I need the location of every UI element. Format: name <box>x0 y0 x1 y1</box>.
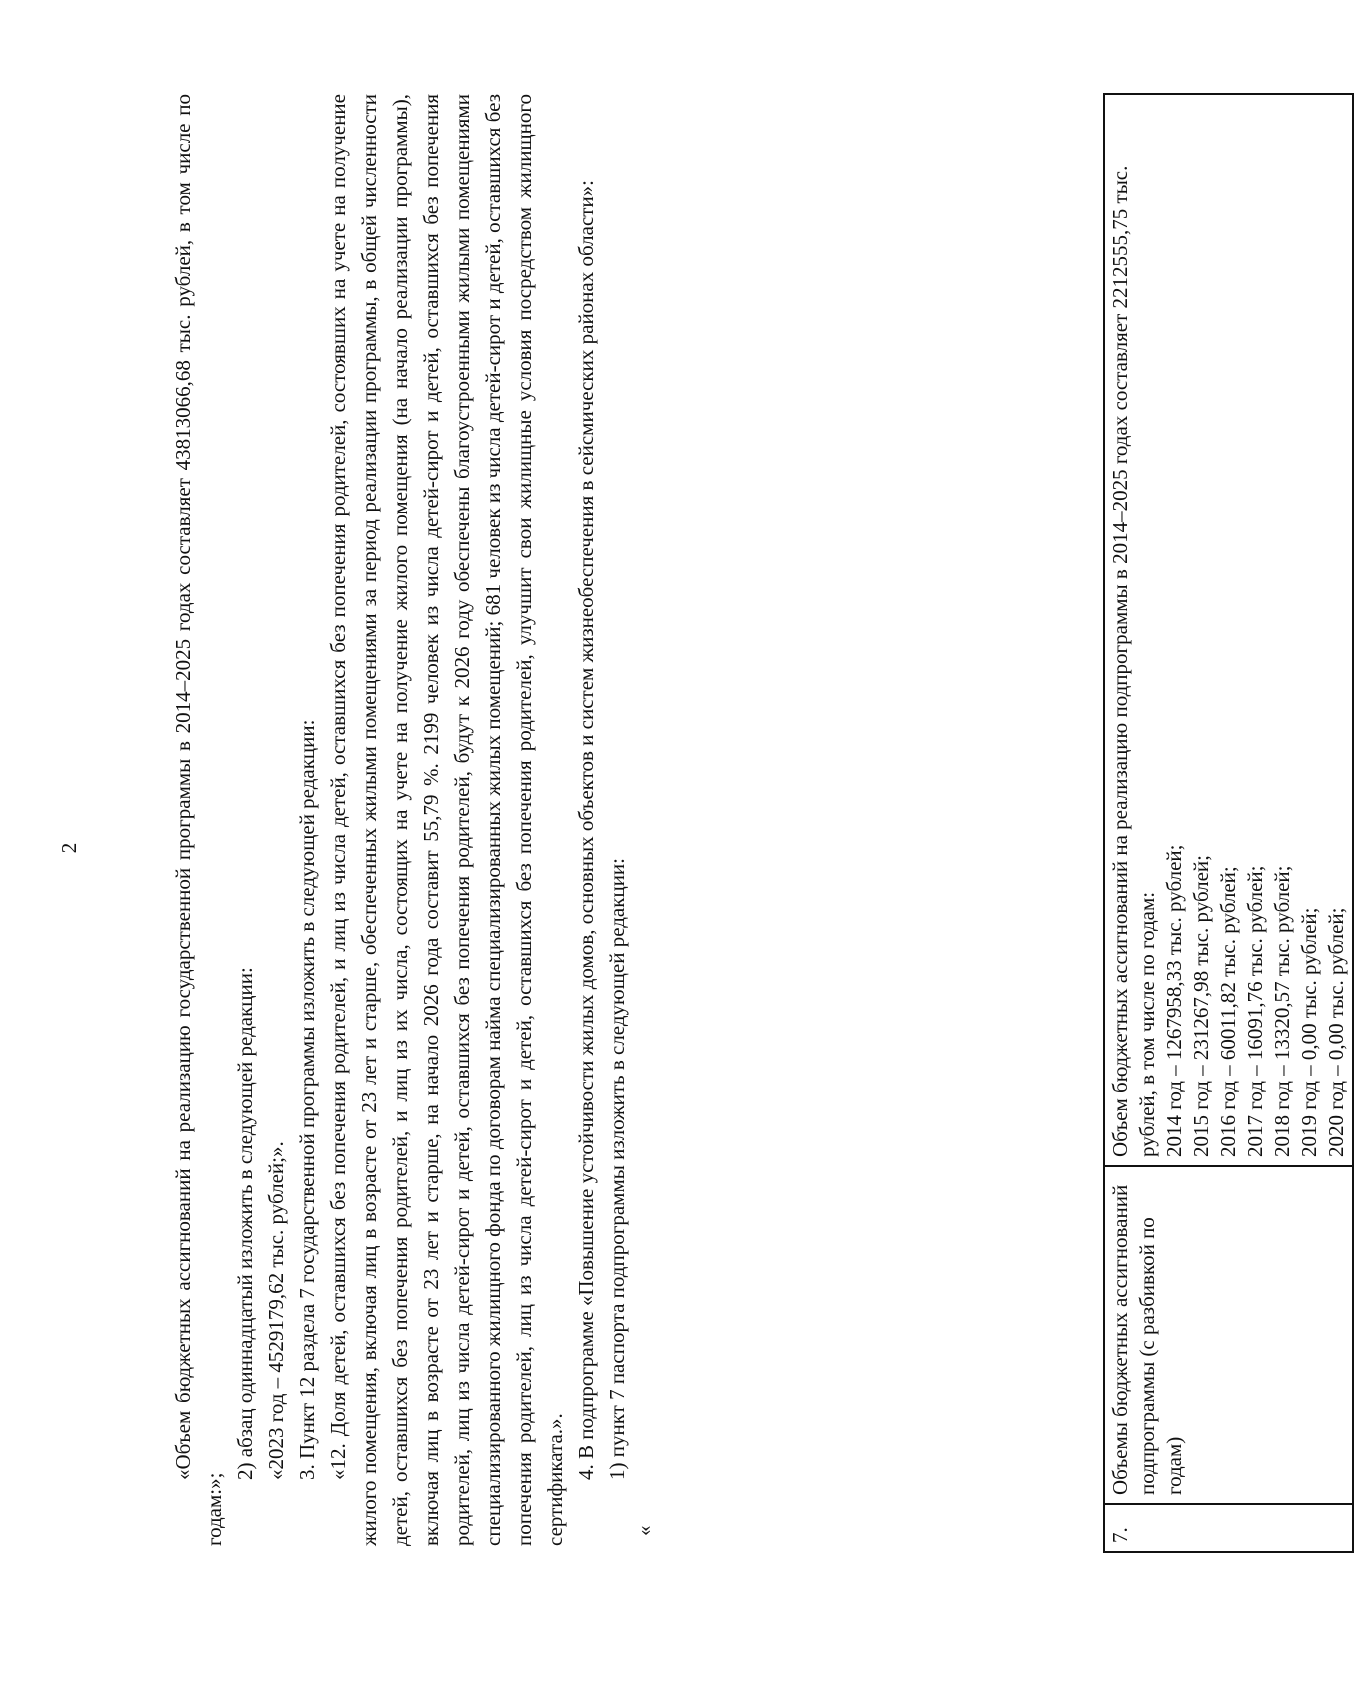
paragraph-subitem-1: 1) пункт 7 паспорта подпрограммы изложить в следующей редакции: <box>605 857 629 1480</box>
paragraph-budget-total: «Объем бюджетных ассигнований на реализацию государственной программы в 2014–2025 годах составляет 43813066,68 тыс. рублей, в том числе по годам:»; <box>171 94 226 1546</box>
year-line-2016: 2016 год – 60011,82 тыс. рублей; <box>1216 866 1240 1157</box>
table-row <box>1104 94 1353 1552</box>
table-cell-number: 7. <box>1104 1504 1353 1552</box>
paragraph-amendment-4: 4. В подпрограмме «Повышение устойчивости жилых домов, основных объектов и систем жизнеобеспечения в сейсмических районах области»: <box>574 179 598 1480</box>
page-number: 2 <box>57 842 81 854</box>
opening-quote: « <box>632 1525 656 1536</box>
paragraph-amendment-2: 2) абзац одиннадцатый изложить в следующей редакции: <box>233 967 257 1480</box>
paragraph-year-2023: «2023 год – 4529179,62 тыс. рублей;». <box>264 1141 288 1480</box>
content-intro: Объем бюджетных ассигнований на реализацию подпрограммы в 2014–2025 годах составляет 2212555,75 тыс. рублей, в том числе по годам: <box>1108 165 1159 1157</box>
paragraph-amendment-3: 3. Пункт 12 раздела 7 государственной программы изложить в следующей редакции: <box>295 719 319 1480</box>
year-line-2015: 2015 год – 231267,98 тыс. рублей; <box>1189 854 1213 1157</box>
year-line-2017: 2017 год – 16091,76 тыс. рублей; <box>1243 865 1267 1157</box>
year-line-2019: 2019 год – 0,00 тыс. рублей; <box>1297 907 1321 1157</box>
paragraph-item-12: «12. Доля детей, оставшихся без попечения родителей, и лиц из числа детей, оставшихся без попечения родителей, состоявших на учете на получение жилого помещения, включая лиц в возрасте от 23 лет и старше, обеспеченных жилыми помещениями за период реализации программы, в общей численности детей, оставшихся без попечения родителей, и лиц из их числа, состоящих на учете на получение жилого помещения (на начало реализации программы), включая лиц в возрасте от 23 лет и старше, на начало 2026 года составит 55,79 %. 2199 человек из числа детей-сирот и детей, оставшихся без попечения родителей, лиц из числа детей-сирот и детей, оставшихся без попечения родителей, будут к 2026 году обеспечены благоустроенными жилыми помещениями специализированного жилищного фонда по договорам найма специализированных жилых помещений; 681 человек из числа детей-сирот и детей, оставшихся без попечения родителей, лиц из числа детей-сирот и детей, оставшихся без попечения родителей, улучшит свои жилищные условия посредством жилищного сертификата.». <box>326 94 567 1546</box>
year-line-2014: 2014 год – 1267958,33 тыс. рублей; <box>1162 844 1186 1157</box>
table-cell-content <box>1104 94 1353 1166</box>
year-line-2020: 2020 год – 0,00 тыс. рублей; <box>1324 907 1348 1157</box>
passport-table <box>1103 93 1354 1553</box>
document-body <box>168 94 655 1546</box>
year-line-2018: 2018 год – 13320,57 тыс. рублей; <box>1270 865 1294 1157</box>
table-cell-label: Объемы бюджетных ассигнований подпрограммы (с разбивкой по годам) <box>1104 1166 1353 1504</box>
